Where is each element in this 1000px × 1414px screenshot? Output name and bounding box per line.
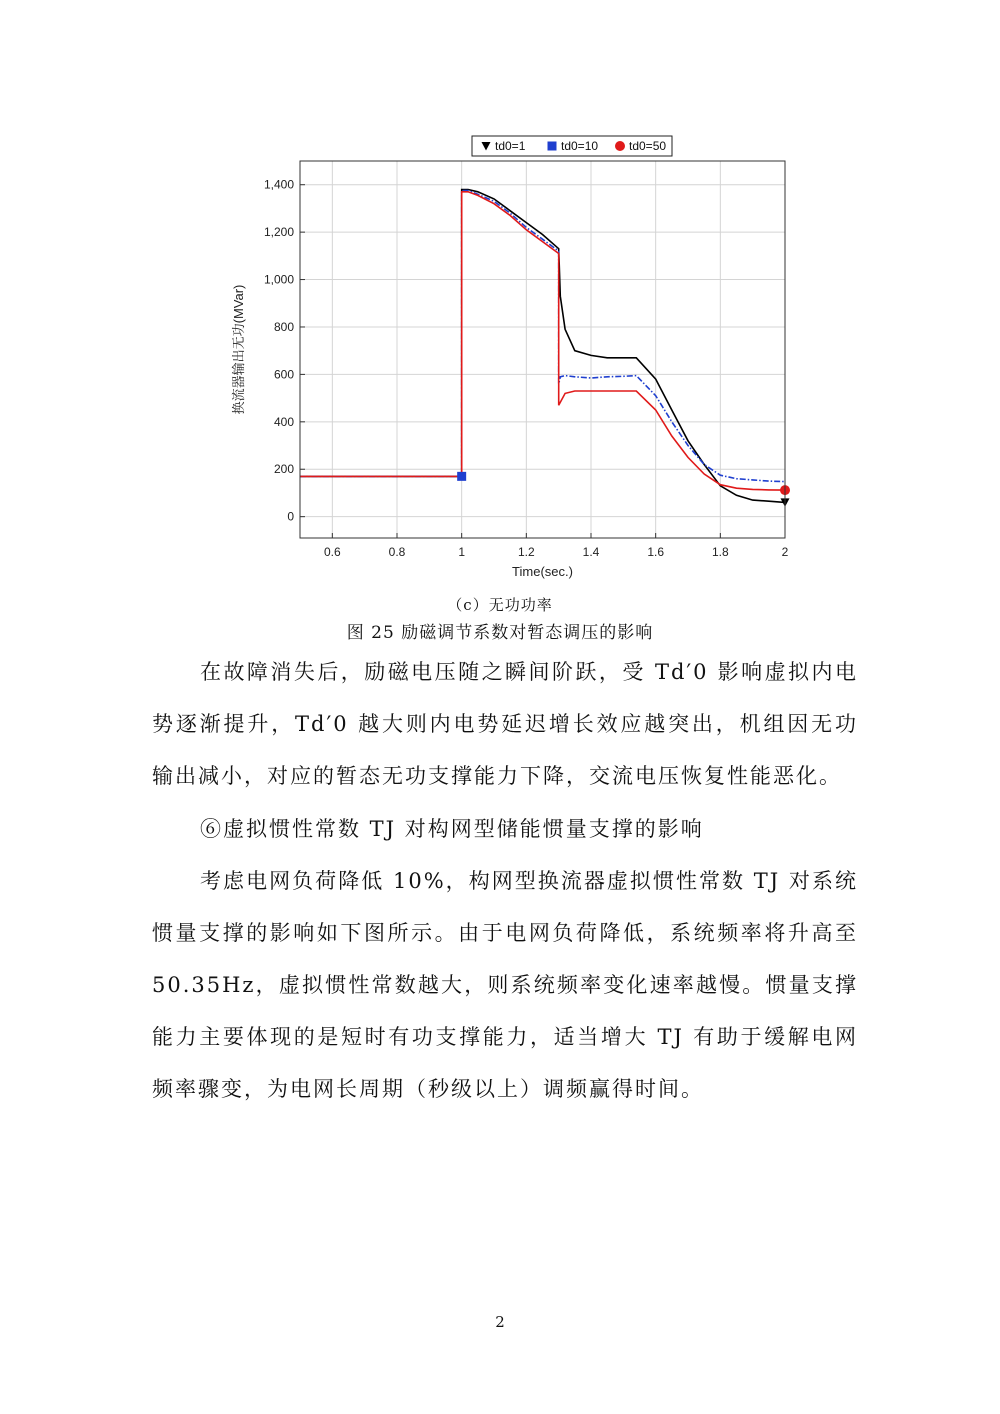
x-tick-label: 0.6 (323, 545, 341, 559)
x-tick-label: 0.8 (388, 545, 406, 559)
series-marker (457, 472, 466, 481)
y-tick-label: 400 (273, 414, 294, 429)
legend-entry: td0=10 (561, 139, 599, 153)
reactive-power-chart (225, 128, 805, 590)
x-tick-label: 1.4 (582, 545, 600, 559)
paragraph-inertia: 考虑电网负荷降低 10%，构网型换流器虚拟惯性常数 TJ 对系统惯量支撑的影响如下图所示。由于电网负荷降低，系统频率将升高至 50.35Hz，虚拟惯性常数越大，则系统频率变化速率越慢。惯量支撑能力主要体现的是短时有功支撑能力，适当增大 TJ 有助于缓解电网频率骤变，为电网长周期（秒级以上）调频赢得时间。 (152, 869, 858, 1101)
chart-svg (225, 128, 805, 590)
chart-legend (472, 136, 672, 156)
y-tick-label: 1,200 (263, 225, 294, 240)
x-tick-label: 1 (458, 545, 466, 559)
x-tick-label: 1.6 (647, 545, 665, 559)
y-tick-label: 600 (273, 367, 294, 382)
plot-area (300, 161, 785, 538)
legend-marker (615, 141, 625, 151)
paragraph-excitation: 在故障消失后，励磁电压随之瞬间阶跃，受 Td′0 影响虚拟内电势逐渐提升，Td′0 越大则内电势延迟增长效应越突出，机组因无功输出减小，对应的暂态无功支撑能力下降，交流电压恢复性能恶化。 (152, 660, 858, 788)
y-tick-label: 200 (273, 462, 294, 477)
y-tick-label: 800 (273, 319, 294, 334)
figure-subcaption: （c）无功功率 (447, 596, 553, 614)
legend-marker (548, 142, 557, 151)
page-number: 2 (495, 1313, 505, 1331)
x-tick-label: 2 (781, 545, 789, 559)
y-axis-label: 换流器输出无功(MVar) (231, 284, 246, 415)
x-axis-label: Time(sec.) (512, 564, 573, 579)
figure-caption: 图 25 励磁调节系数对暂态调压的影响 (346, 623, 654, 643)
legend-entry: td0=1 (495, 139, 526, 153)
section-heading-inertia: ⑥虚拟惯性常数 TJ 对构网型储能惯量支撑的影响 (200, 817, 704, 841)
y-tick-label: 1,400 (263, 177, 294, 192)
y-tick-label: 1,000 (263, 272, 294, 287)
y-tick-label: 0 (287, 509, 294, 524)
x-tick-label: 1.8 (711, 545, 729, 559)
legend-entry: td0=50 (629, 139, 667, 153)
x-tick-label: 1.2 (517, 545, 535, 559)
